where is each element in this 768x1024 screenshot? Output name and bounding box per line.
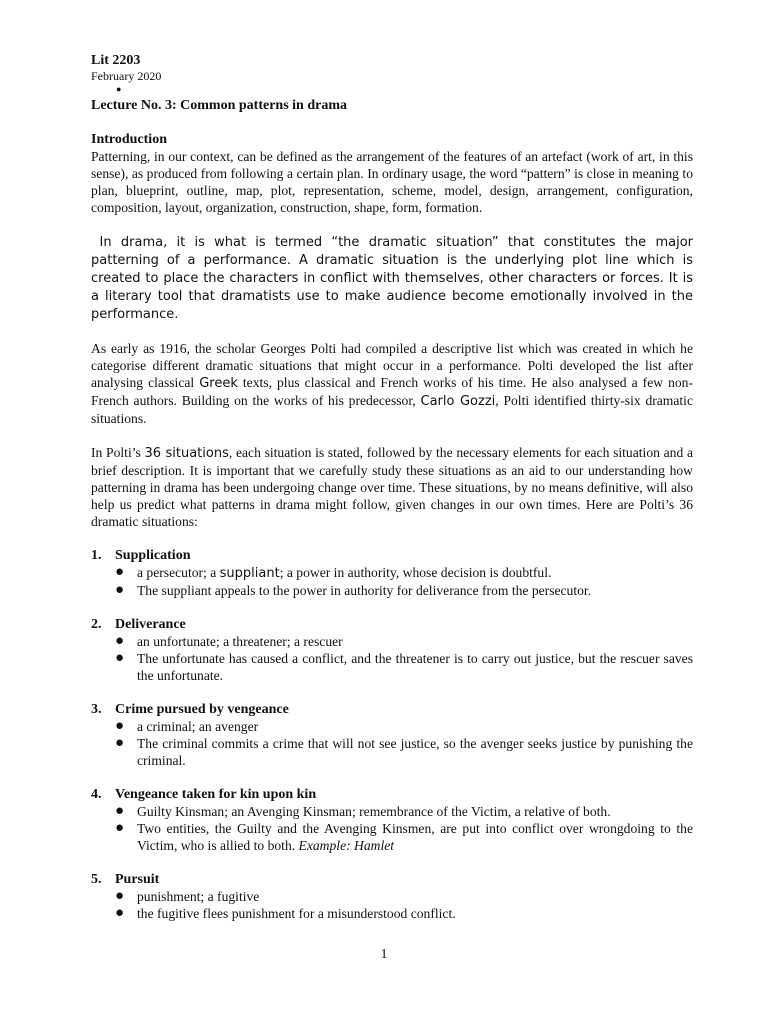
page-content (91, 52, 693, 939)
situation-details (91, 718, 693, 769)
situation-title-row (91, 616, 693, 633)
bullet-icon: ● (115, 905, 125, 921)
situation-elements: ● punishment; a fugitive (115, 888, 260, 904)
situation-details (91, 803, 693, 854)
carlo-gozzi-link: Carlo Gozzi (420, 394, 496, 409)
p3-part-b: texts, plus classical and French works of his time. He also analysed a few non-French authors. Building on the works of his predecessor, (91, 375, 693, 408)
p3-part-a: As early as 1916, the scholar Georges Polti had compiled a descriptive list which was created in which he categorise different dramatic situations that might occur in a performance. Polti developed the list after analysing classical (91, 341, 693, 390)
bullet-icon: ● (115, 735, 125, 751)
bullet-icon: ● (115, 650, 125, 666)
situation-elements: ● an unfortunate; a threatener; a rescuer (115, 633, 343, 649)
bullet-icon: ● (115, 888, 125, 904)
situation-description: ● The suppliant appeals to the power in authority for deliverance from the persecutor. (115, 582, 592, 598)
example-hamlet: Example: Hamlet (298, 838, 395, 853)
p3-part-c: , Polti identified thirty-six dramatic situations. (91, 393, 693, 426)
situation-title: Supplication (115, 548, 191, 563)
bullet-icon: ● (115, 803, 125, 819)
elements-part-a: a persecutor; a (137, 565, 220, 580)
situation-elements: ● a criminal; an avenger (115, 718, 259, 734)
situation-number: 3. (91, 702, 102, 717)
course-code: Lit 2203 (91, 53, 141, 68)
situation-title-row (91, 871, 693, 888)
situation-number: 1. (91, 548, 102, 563)
situation-item (91, 547, 693, 599)
intro-paragraph-1: Patterning, in our context, can be defined as the arrangement of the features of an artefact (work of art, in this sense), as produced from following a certain plan. In ordinary usage, the word “pattern” is close in meaning to plan, blueprint, outline, map, plot, representation, scheme, model, design, arrangement, configuration, composition, layout, organization, construction, shape, form, formation. (91, 149, 693, 215)
suppliant-link: suppliant (219, 566, 280, 581)
bullet-icon: ● (115, 718, 125, 734)
bullet-icon: ● (115, 564, 125, 580)
situation-item (91, 871, 693, 922)
stray-bullet-icon: ● (116, 84, 122, 94)
situation-details (91, 888, 693, 922)
situation-details (91, 564, 693, 599)
bullet-icon: ● (115, 582, 125, 598)
situation-title: Crime pursued by vengeance (115, 702, 289, 717)
situation-description: ● The unfortunate has caused a conflict, and the threatener is to carry out justice, but the rescuer saves the unfortunate. (115, 650, 693, 683)
bullet-icon: ● (115, 633, 125, 649)
lecture-title: Lecture No. 3: Common patterns in drama (91, 98, 347, 113)
situations-link: 36 situations (144, 446, 229, 461)
situation-number: 4. (91, 787, 102, 802)
situation-item (91, 616, 693, 684)
situation-description: ● The criminal commits a crime that will not see justice, so the avenger seeks justice by punishing the criminal. (115, 735, 693, 768)
situation-number: 5. (91, 872, 102, 887)
situation-number: 2. (91, 617, 102, 632)
p4-part-b: , each situation is stated, followed by the necessary elements for each situation and a brief description. It is important that we carefully study these situations as an aid to our understanding how patterning in drama has been undergoing change over time. These situations, by no means definitive, will also help us predict what patterns in drama might follow, given changes in our own times. Here are Polti’s 36 dramatic situations: (91, 445, 693, 529)
greek-link: Greek (199, 376, 238, 391)
situation-title-row (91, 701, 693, 718)
situation-title-row (91, 547, 693, 564)
situation-details (91, 633, 693, 684)
bullet-icon: ● (115, 820, 125, 836)
intro-paragraph-2-text: In drama, it is what is termed “the dramatic situation” that constitutes the major patterning of a performance. A dramatic situation is the underlying plot line which is created to place the characters in conflict with themselves, other characters or forces. It is a literary tool that dramatists use to make audience become emotionally involved in the performance. (91, 235, 693, 322)
situation-elements (115, 564, 693, 582)
p4-part-a: In Polti’s (91, 445, 145, 460)
situation-title-row (91, 786, 693, 803)
situation-item (91, 701, 693, 769)
intro-paragraph-3 (91, 340, 693, 427)
situation-item (91, 786, 693, 854)
situation-description (115, 820, 693, 854)
intro-paragraph-4 (91, 444, 693, 530)
situations-list (91, 547, 693, 922)
situation-elements: ● Guilty Kinsman; an Avenging Kinsman; remembrance of the Victim, a relative of both. (115, 803, 611, 819)
situation-description: ● the fugitive flees punishment for a misunderstood conflict. (115, 905, 456, 921)
situation-title: Deliverance (115, 617, 186, 632)
elements-part-c: ; a power in authority, whose decision is doubtful. (279, 565, 552, 580)
situation-title: Vengeance taken for kin upon kin (115, 787, 317, 802)
introduction-heading: Introduction (91, 132, 167, 147)
page-number: 1 (380, 947, 388, 962)
lecture-date: February 2020 (91, 69, 162, 83)
description-text: Two entities, the Guilty and the Avenging Kinsmen, are put into conflict over wrongdoing to the Victim, who is allied to both. (137, 821, 693, 853)
intro-paragraph-2 (91, 233, 693, 323)
situation-title: Pursuit (115, 872, 160, 887)
